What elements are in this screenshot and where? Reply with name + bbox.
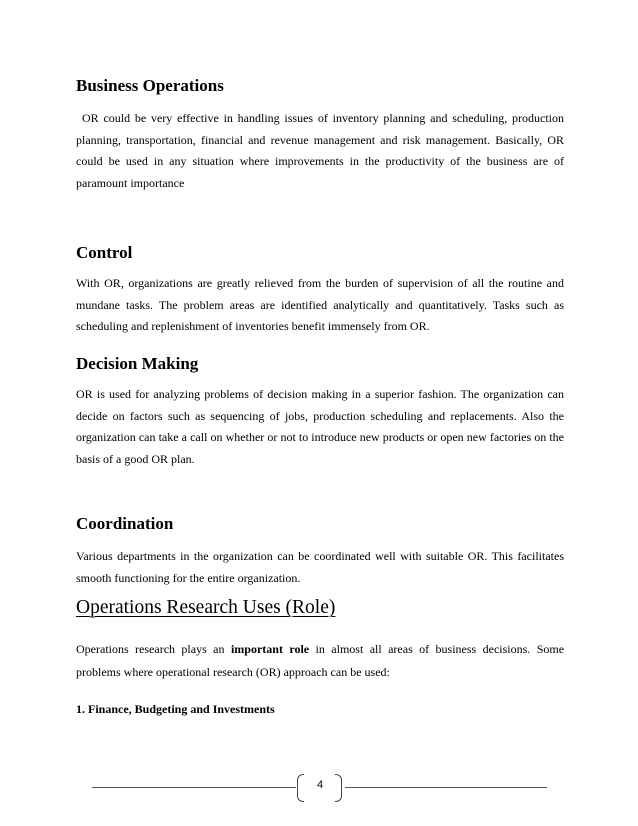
footer-rule-right [345, 787, 547, 788]
paragraph-coordination: Various departments in the organization can be coordinated well with suitable OR. This facilitates smooth functioning for the entire organization. [76, 549, 564, 585]
page-number: 4 [316, 779, 324, 791]
paragraph-business-operations: OR could be very effective in handling issues of inventory planning and scheduling, production planning, transportation, financial and revenue management and risk management. Basically, OR could be used in any situation where improvements in the productivity of the business are of paramount importance [76, 111, 564, 190]
section-control [76, 243, 564, 338]
section-coordination [76, 514, 564, 589]
paragraph-or-uses [76, 638, 564, 684]
paragraph-decision-making: OR is used for analyzing problems of decision making in a superior fashion. The organization can decide on factors such as sequencing of jobs, production scheduling and replacements. Also the organization can take a call on whether or not to introduce new products or open new factories on the basis of a good OR plan. [76, 387, 564, 466]
or-uses-emphasis: important role [230, 642, 310, 656]
paragraph-control: With OR, organizations are greatly relieved from the burden of supervision of all the routine and mundane tasks. The problem areas are identified analytically and quantitatively. Tasks such as scheduling and replenishment of inventories benefit immensely from OR. [76, 276, 564, 333]
footer-bracket-left [297, 774, 304, 802]
section-decision-making [76, 354, 564, 470]
footer-rule-left [92, 787, 296, 788]
heading-decision-making: Decision Making [76, 354, 199, 373]
section-business-operations [76, 76, 564, 194]
heading-or-uses: Operations Research Uses (Role) [76, 597, 336, 618]
or-uses-text-start: Operations research plays an [76, 642, 225, 656]
heading-coordination: Coordination [76, 514, 174, 533]
footer-bracket-right [335, 774, 342, 802]
or-uses-text-end: in almost all areas of business decisions. Some problems where operational research (OR) approach can be used: [76, 642, 565, 679]
heading-business-operations: Business Operations [76, 76, 224, 95]
section-or-uses [76, 596, 564, 717]
list-item-finance: 1. Finance, Budgeting and Investments [76, 702, 275, 716]
heading-control: Control [76, 243, 133, 262]
page-footer [0, 770, 638, 804]
